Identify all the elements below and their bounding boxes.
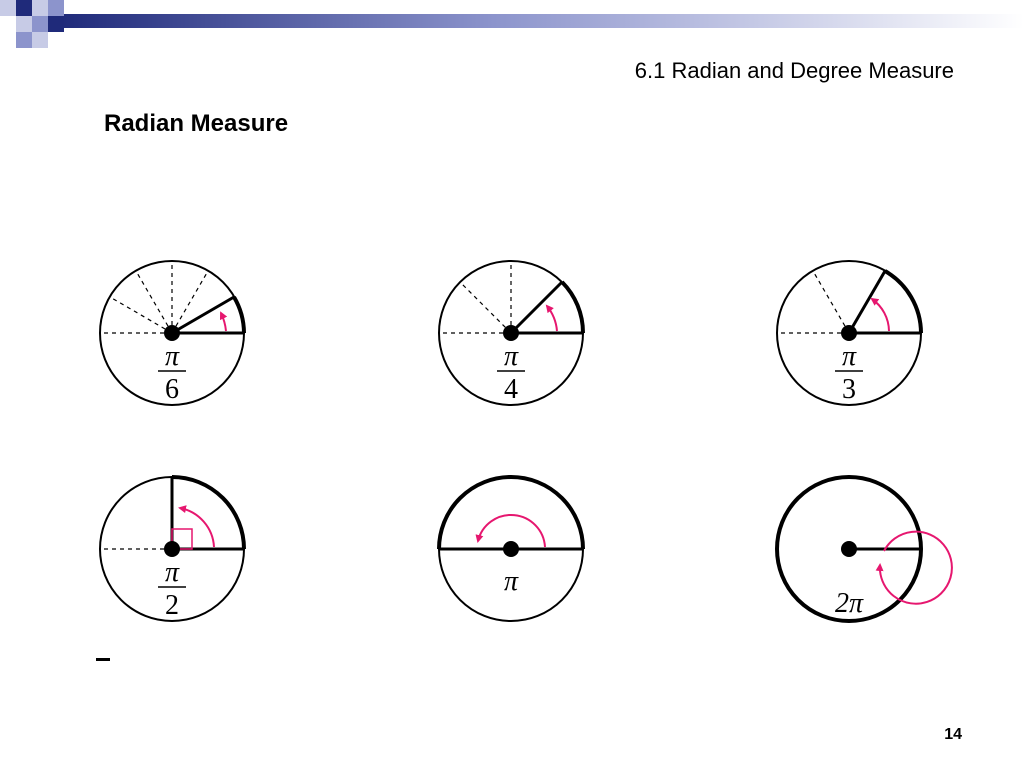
page-number: 14 <box>944 726 962 743</box>
center-dot <box>164 325 180 341</box>
figure-pi <box>439 477 583 621</box>
label-numerator: π <box>164 557 180 588</box>
slide-title: Radian Measure <box>104 110 289 137</box>
label-numerator: π <box>503 566 519 597</box>
arc <box>885 271 921 333</box>
figure-pi-over-6 <box>100 261 244 405</box>
center-dot <box>164 541 180 557</box>
angle-arrow <box>180 508 214 547</box>
arc <box>234 297 244 333</box>
stray-mark <box>96 658 110 661</box>
center-dot <box>841 541 857 557</box>
terminal-side <box>511 282 562 333</box>
terminal-side <box>849 271 885 333</box>
arc <box>562 282 583 333</box>
arc <box>439 477 583 549</box>
label-numerator: π <box>841 341 857 372</box>
label-numerator: 2π <box>834 588 864 619</box>
arc <box>172 477 244 549</box>
figure-2pi <box>777 477 952 621</box>
figure-pi-over-4 <box>439 261 583 405</box>
center-dot <box>503 325 519 341</box>
figure-pi-over-2 <box>100 477 244 621</box>
angle-arrow <box>221 313 226 331</box>
angle-arrow <box>872 299 889 331</box>
label-denominator: 2 <box>165 590 179 621</box>
label-numerator: π <box>164 341 180 372</box>
dashed-rays <box>777 271 849 333</box>
label-denominator: 6 <box>165 374 179 405</box>
angle-arrow <box>547 306 557 331</box>
label-denominator: 4 <box>504 374 518 405</box>
angle-arrow <box>880 532 952 604</box>
label-denominator: 3 <box>842 374 856 405</box>
center-dot <box>841 325 857 341</box>
slide-header: 6.1 Radian and Degree Measure <box>634 58 954 83</box>
label-numerator: π <box>503 341 519 372</box>
center-dot <box>503 541 519 557</box>
figure-pi-over-3 <box>777 261 921 405</box>
